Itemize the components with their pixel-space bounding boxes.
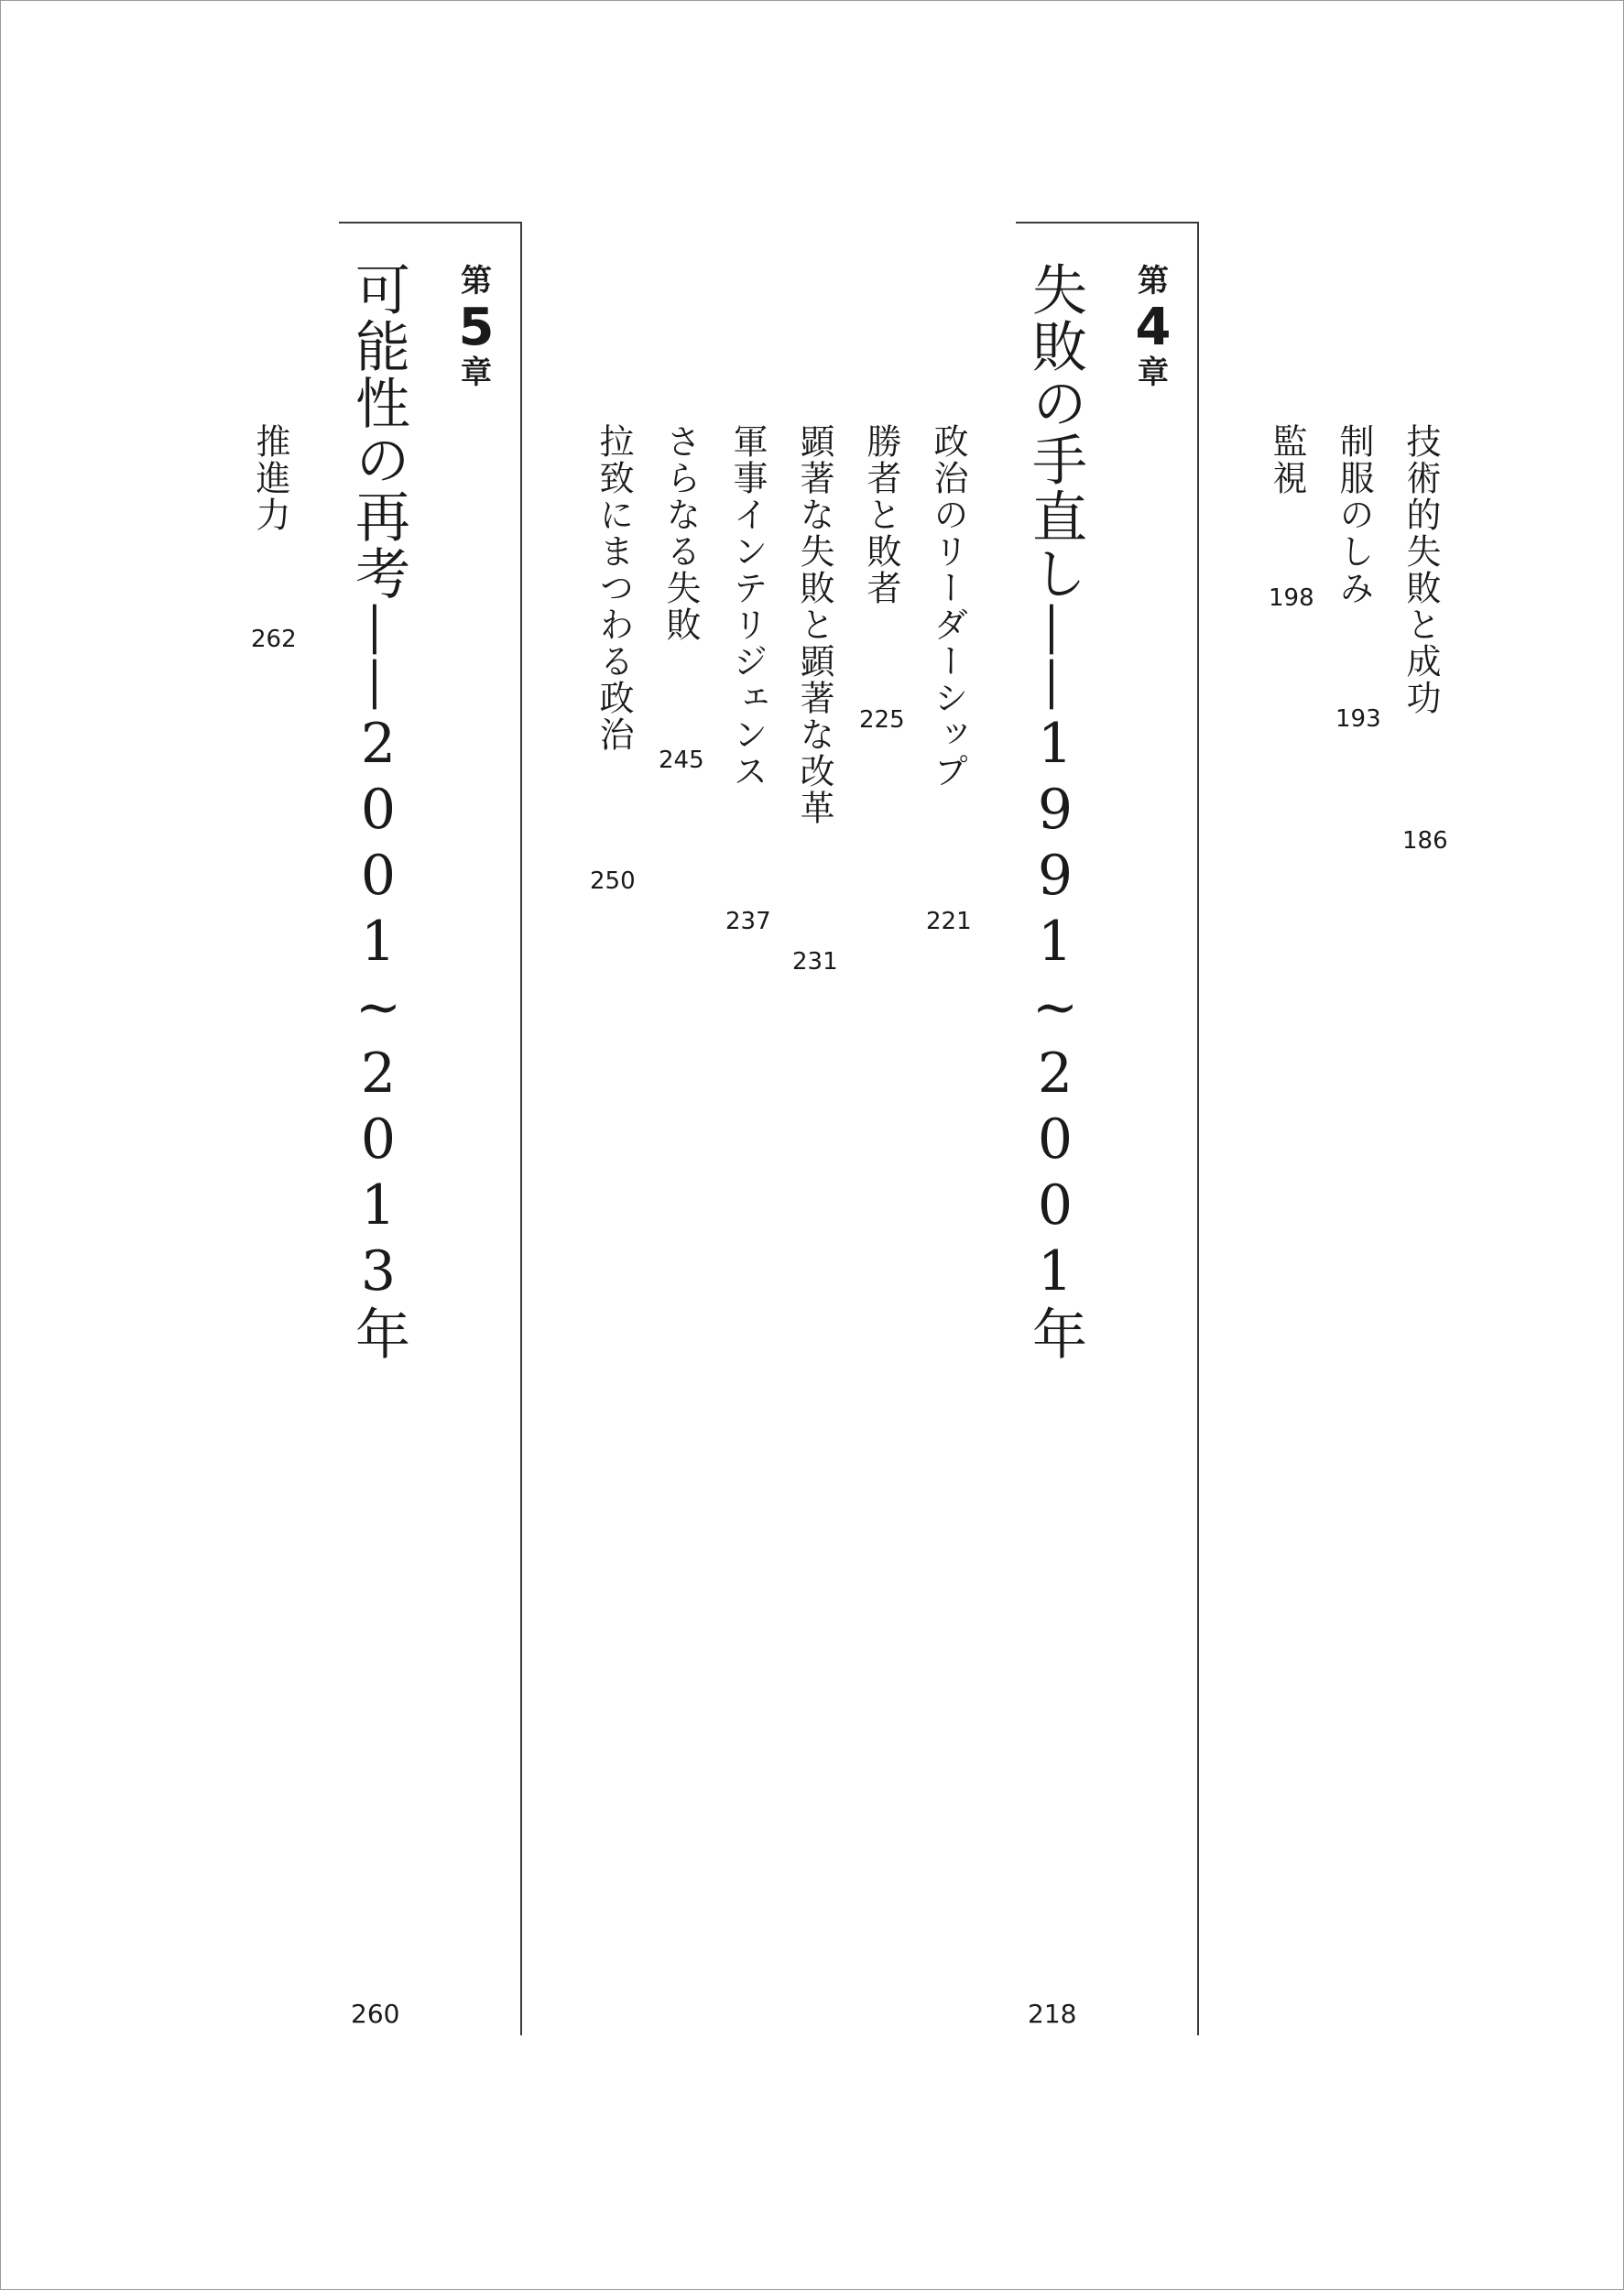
toc-entry-title: 軍事インテリジェンス	[727, 423, 768, 790]
chapter4-label	[1130, 263, 1176, 391]
toc-entry-title: 拉致にまつわる政治	[594, 423, 634, 753]
toc-entry-title: さらなる失敗	[660, 423, 701, 643]
toc-entry-title: 技術的失敗と成功	[1401, 423, 1441, 716]
chapter-title-dash: ——	[346, 602, 410, 712]
chapter5-title	[346, 261, 410, 1362]
chapter-suffix: 章	[1138, 354, 1169, 391]
toc-entry-page: 231	[792, 948, 838, 976]
chapter5-top-rule	[339, 222, 522, 224]
toc-entry-page: 237	[725, 908, 771, 935]
chapter-title-main: 可能性の再考	[346, 261, 410, 602]
chapter-suffix: 章	[461, 354, 492, 391]
toc-entry-page: 193	[1335, 705, 1381, 733]
toc-entry-page: 221	[926, 908, 972, 935]
chapter5-start-page: 260	[351, 1999, 400, 2029]
toc-entry-title: 政治のリーダーシップ	[928, 423, 968, 790]
chapter-title-main: 失敗の手直し	[1023, 261, 1087, 602]
toc-entry-page: 245	[659, 747, 704, 774]
toc-entry-title: 推進力	[250, 423, 290, 533]
chapter4-vertical-rule	[1197, 222, 1199, 2035]
toc-entry-page: 225	[859, 706, 905, 734]
chapter-number: 4	[1135, 298, 1172, 357]
chapter-title-years: 2001~2013年	[346, 712, 410, 1362]
chapter-number: 5	[458, 298, 495, 357]
chapter4-title	[1023, 261, 1087, 1362]
chapter5-vertical-rule	[520, 222, 522, 2035]
toc-entry-page: 262	[251, 626, 297, 653]
toc-entry-title: 監視	[1267, 423, 1307, 496]
toc-entry-title: 勝者と敗者	[861, 423, 901, 606]
chapter-title-dash: ——	[1023, 602, 1087, 712]
chapter-prefix: 第	[1138, 263, 1169, 300]
chapter-title-years: 1991~2001年	[1023, 712, 1087, 1362]
toc-entry-title: 顕著な失敗と顕著な改革	[794, 423, 834, 826]
chapter-prefix: 第	[461, 263, 492, 300]
toc-entry-page: 250	[590, 867, 636, 895]
toc-entry-title: 制服のしみ	[1334, 423, 1374, 606]
chapter4-start-page: 218	[1028, 1999, 1077, 2029]
chapter5-label	[453, 263, 499, 391]
chapter4-top-rule	[1016, 222, 1199, 224]
toc-entry-page: 186	[1402, 827, 1448, 855]
toc-entry-page: 198	[1269, 584, 1314, 612]
